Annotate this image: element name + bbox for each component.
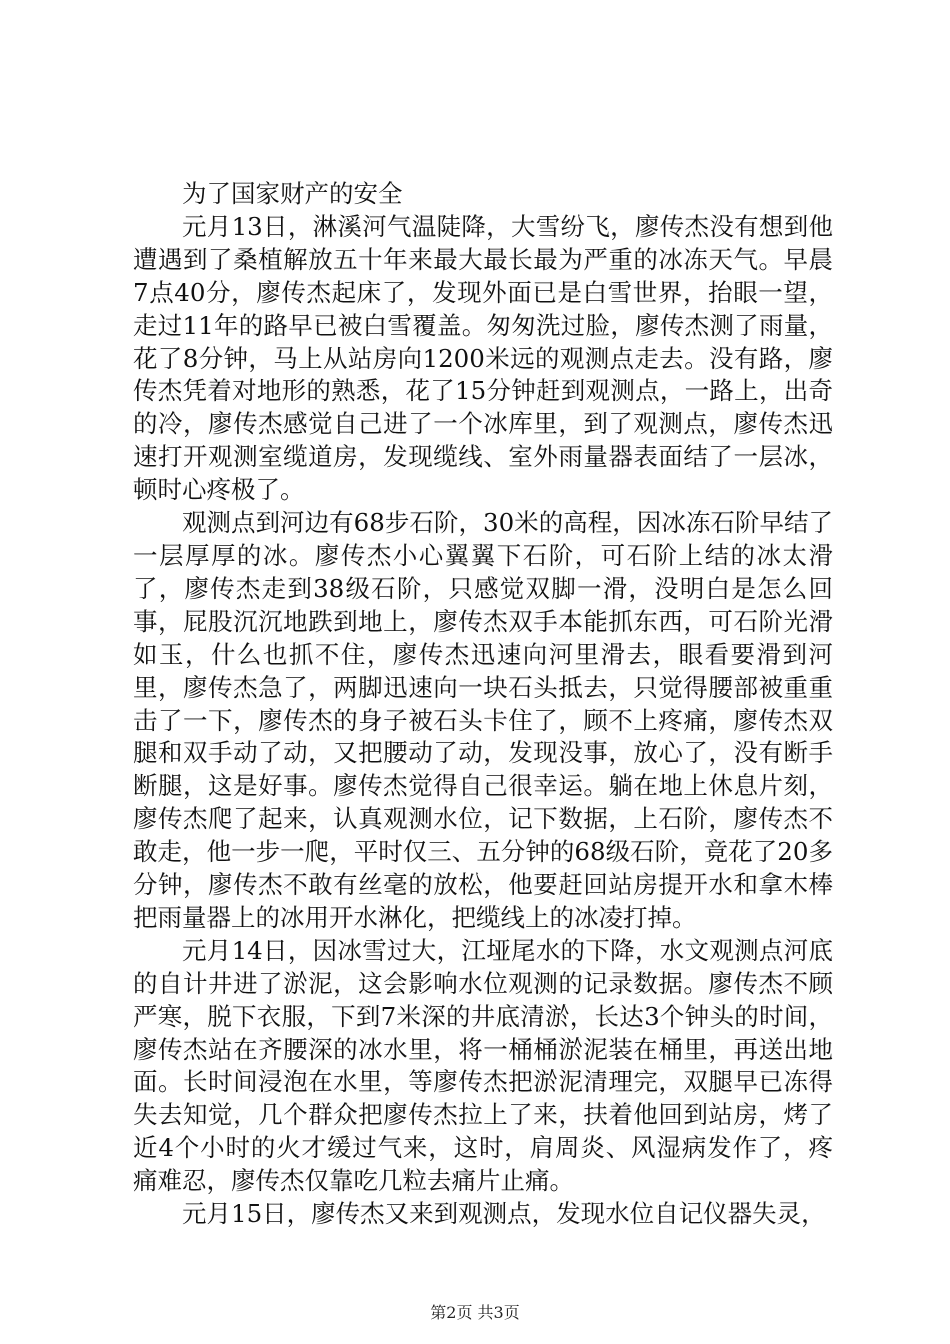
paragraph-3: 元月14日，因冰雪过大，江垭尾水的下降，水文观测点河底的自计井进了淤泥，这会影响水位观测的记录数据。廖传杰不顾严寒，脱下衣服，下到7米深的井底清淤，长达3个钟头的时间，廖传杰站在齐腰深的冰水里，将一桶桶淤泥装在桶里，再送出地面。长时间浸泡在水里，等廖传杰把淤泥清理完，双腿早已冻得失去知觉，几个群众把廖传杰拉上了来，扶着他回到站房，烤了近4个小时的火才缓过气来，这时，肩周炎、风湿病发作了，疼痛难忍，廖传杰仅靠吃几粒去痛片止痛。 [133,935,833,1196]
paragraph-2: 观测点到河边有68步石阶，30米的高程，因冰冻石阶早结了一层厚厚的冰。廖传杰小心翼翼下石阶，可石阶上结的冰太滑了，廖传杰走到38级石阶，只感觉双脚一滑，没明白是怎么回事，屁股沉沉地跌到地上，廖传杰双手本能抓东西，可石阶光滑如玉，什么也抓不住，廖传杰迅速向河里滑去，眼看要滑到河里，廖传杰急了，两脚迅速向一块石头抵去，只觉得腰部被重重击了一下，廖传杰的身子被石头卡住了，顾不上疼痛，廖传杰双腿和双手动了动，又把腰动了动，发现没事，放心了，没有断手断腿，这是好事。廖传杰觉得自己很幸运。躺在地上休息片刻，廖传杰爬了起来，认真观测水位，记下数据，上石阶，廖传杰不敢走，他一步一爬，平时仅三、五分钟的68级石阶，竟花了20多分钟，廖传杰不敢有丝毫的放松，他要赶回站房提开水和拿木棒把雨量器上的冰用开水淋化，把缆线上的冰凌打掉。 [133,508,833,932]
paragraph-4: 元月15日，廖传杰又来到观测点，发现水位自记仪器失灵， [182,1199,826,1229]
paragraph-1: 元月13日，淋溪河气温陡降，大雪纷飞，廖传杰没有想到他遭遇到了桑植解放五十年来最大最长最为严重的冰冻天气。早晨7点40分，廖传杰起床了，发现外面已是白雪世界，抬眼一望，走过11年的路早已被白雪覆盖。匆匆洗过脸，廖传杰测了雨量，花了8分钟，马上从站房向1200米远的观测点走去。没有路，廖传杰凭着对地形的熟悉，花了15分钟赶到观测点，一路上，出奇的冷，廖传杰感觉自己进了一个冰库里，到了观测点，廖传杰迅速打开观测室缆道房，发现缆线、室外雨量器表面结了一层冰，顿时心疼极了。 [133,211,833,505]
document-body [133,178,833,1231]
page-number-footer: 第2页 共3页 [430,1303,520,1322]
section-heading: 为了国家财产的安全 [182,179,403,208]
